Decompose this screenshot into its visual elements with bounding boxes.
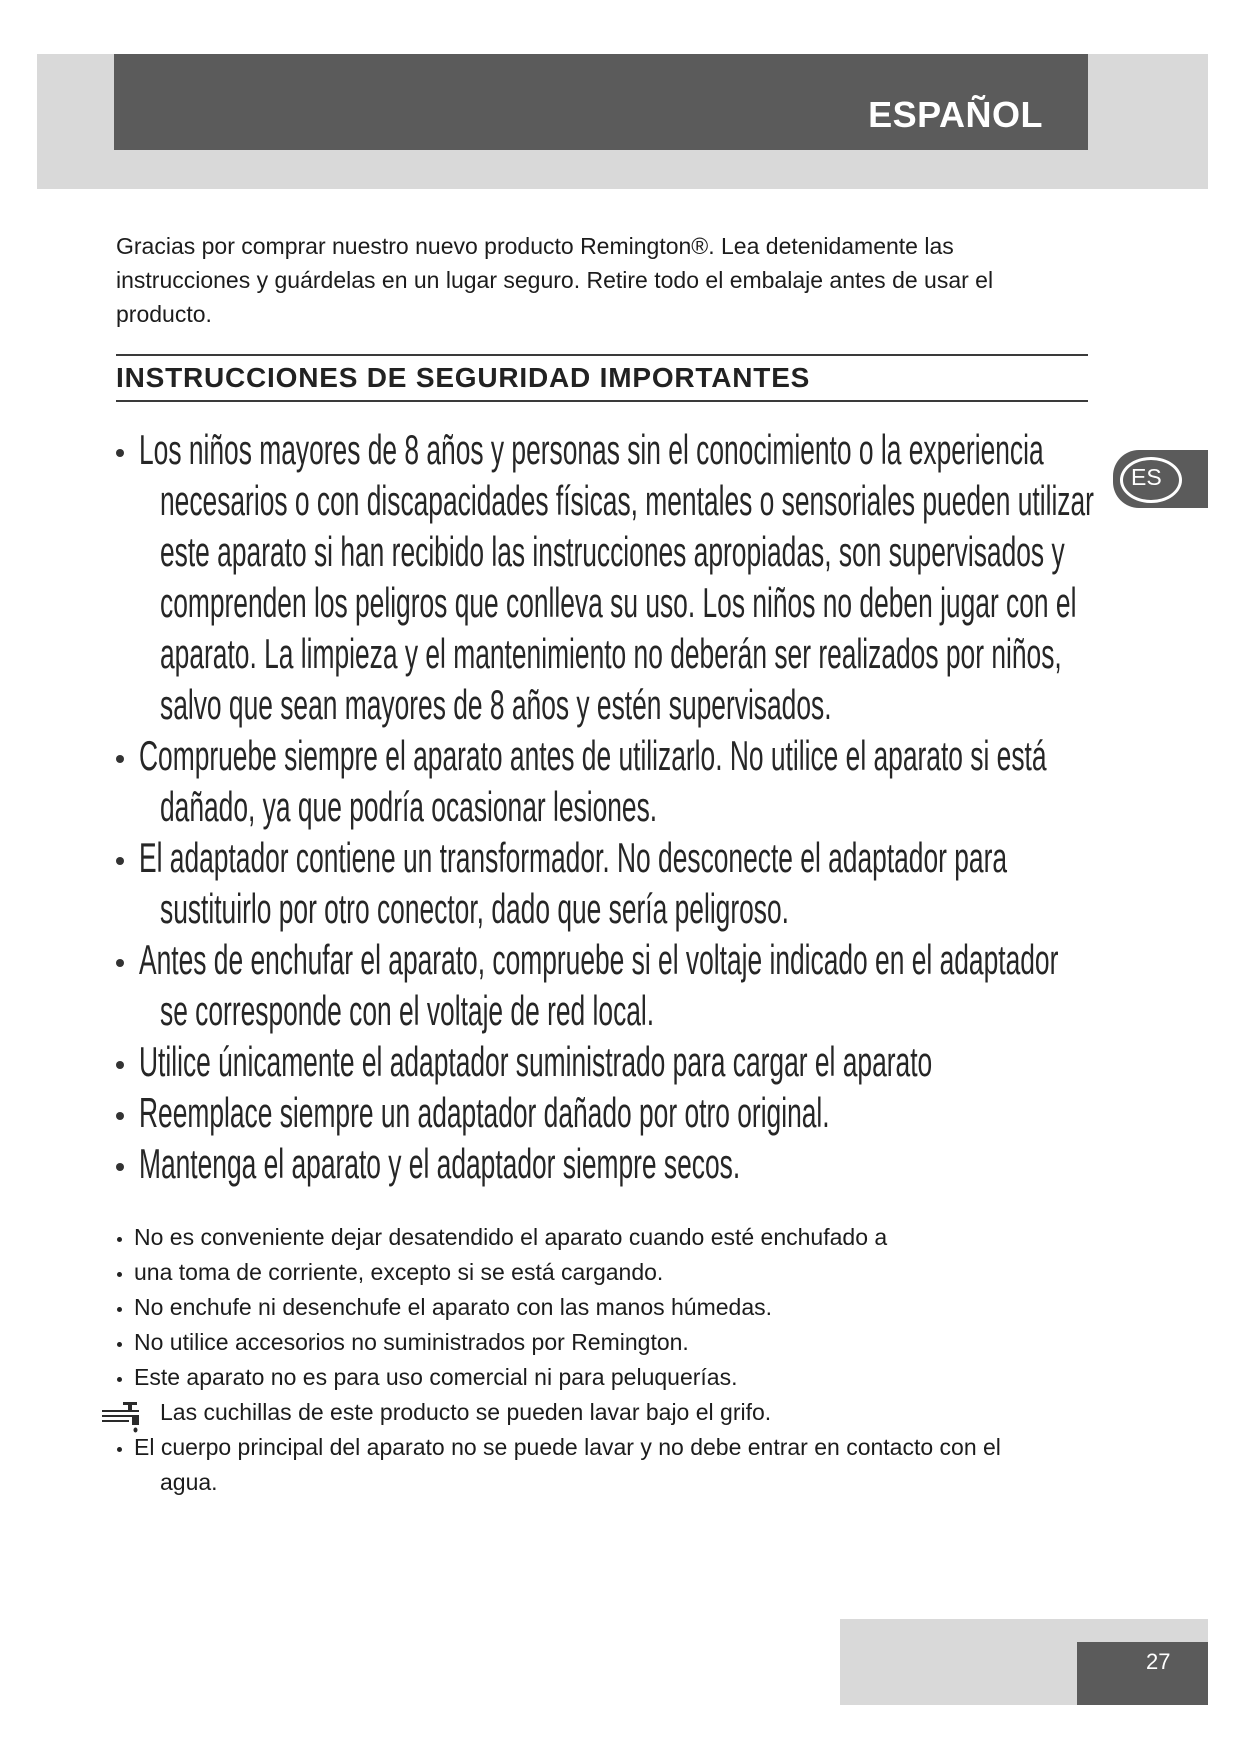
safety-line-text: necesarios o con discapacidades físicas, mentales o sensoriales pueden utilizar [160,477,1094,524]
safety-line [0,883,1100,934]
bullet-icon [117,1272,122,1277]
page-number: 27 [1146,1649,1171,1674]
extra-safety-item [0,1290,1100,1325]
bullet-icon [116,857,124,865]
safety-line-text: sustituirlo por otro conector, dado que sería peligroso. [160,885,790,932]
bullet-icon [117,1447,122,1452]
extra-safety-item [0,1220,1100,1255]
safety-line-text: Compruebe siempre el aparato antes de utilizarlo. No utilice el aparato si está [139,732,1047,779]
safety-line [0,832,1100,883]
extra-safety-item [0,1395,1100,1430]
safety-line [0,577,1100,628]
safety-line-text: Reemplace siempre un adaptador dañado por otro original. [139,1089,830,1136]
bullet-icon [117,1307,122,1312]
intro-line: producto. [116,301,212,327]
extra-safety-text: El cuerpo principal del aparato no se puede lavar y no debe entrar en contacto con el [134,1434,1001,1460]
safety-line-text: Mantenga el aparato y el adaptador siempre secos. [139,1140,741,1187]
safety-line [0,781,1100,832]
language-code: ES [1131,464,1162,490]
safety-line-text: se corresponde con el voltaje de red local. [160,987,655,1034]
extra-safety-item [0,1360,1100,1395]
safety-list [0,424,1100,1189]
safety-line [0,679,1100,730]
safety-line [0,1138,1100,1189]
safety-line [0,730,1100,781]
section-heading-block [116,354,1088,402]
intro-line: Gracias por comprar nuestro nuevo producto Remington®. Lea detenidamente las [116,233,954,259]
bullet-icon [116,1112,124,1120]
safety-line-text: El adaptador contiene un transformador. No desconecte el adaptador para [139,834,1008,881]
extra-safety-text: No utilice accesorios no suministrados por Remington. [134,1329,689,1355]
bullet-icon [117,1342,122,1347]
safety-item [0,730,1100,832]
safety-item [0,1138,1100,1189]
safety-line-text: Utilice únicamente el adaptador suministrado para cargar el aparato [139,1038,933,1085]
safety-line [0,628,1100,679]
safety-line [0,475,1100,526]
extra-safety-text: Las cuchillas de este producto se pueden lavar bajo el grifo. [160,1399,772,1425]
safety-line [0,526,1100,577]
safety-line [0,424,1100,475]
bullet-icon [116,959,124,967]
safety-line [0,1036,1100,1087]
page-number-tab [1077,1642,1208,1705]
extra-safety-list [0,1220,1100,1500]
safety-line [0,934,1100,985]
bullet-icon [116,1061,124,1069]
extra-safety-text: No es conveniente dejar desatendido el aparato cuando esté enchufado a [134,1224,888,1250]
extra-safety-text: Este aparato no es para uso comercial ni para peluquerías. [134,1364,738,1390]
safety-item [0,832,1100,934]
bullet-icon [117,1237,122,1242]
bullet-icon [116,1163,124,1171]
extra-safety-item [0,1430,1100,1465]
intro-line: instrucciones y guárdelas en un lugar seguro. Retire todo el embalaje antes de usar el [116,267,994,293]
safety-line-text: dañado, ya que podría ocasionar lesiones. [160,783,658,830]
language-title: ESPAÑOL [868,94,1043,135]
safety-item [0,424,1100,730]
bullet-icon [116,449,124,457]
safety-line [0,1087,1100,1138]
extra-safety-text: una toma de corriente, excepto si se está cargando. [134,1259,664,1285]
extra-safety-text: No enchufe ni desenchufe el aparato con las manos húmedas. [134,1294,773,1320]
safety-item [0,934,1100,1036]
extra-safety-item [0,1325,1100,1360]
safety-line-text: Antes de enchufar el aparato, compruebe si el voltaje indicado en el adaptador [139,936,1059,983]
safety-line-text: Los niños mayores de 8 años y personas sin el conocimiento o la experiencia [139,426,1044,473]
bullet-icon [116,755,124,763]
intro-paragraph [116,229,1116,331]
faucet-icon [101,1401,149,1433]
section-heading: INSTRUCCIONES DE SEGURIDAD IMPORTANTES [116,362,811,393]
safety-line [0,985,1100,1036]
safety-item [0,1087,1100,1138]
safety-item [0,1036,1100,1087]
bullet-icon [117,1377,122,1382]
safety-line-text: salvo que sean mayores de 8 años y estén supervisados. [160,681,832,728]
safety-line-text: aparato. La limpieza y el mantenimiento no deberán ser realizados por niños, [160,630,1062,677]
extra-safety-item [0,1255,1100,1290]
safety-line-text: comprenden los peligros que conlleva su uso. Los niños no deben jugar con el [160,579,1077,626]
extra-safety-item-continuation [0,1465,1100,1500]
extra-safety-text: agua. [160,1469,218,1495]
safety-line-text: este aparato si han recibido las instrucciones apropiadas, son supervisados y [160,528,1065,575]
